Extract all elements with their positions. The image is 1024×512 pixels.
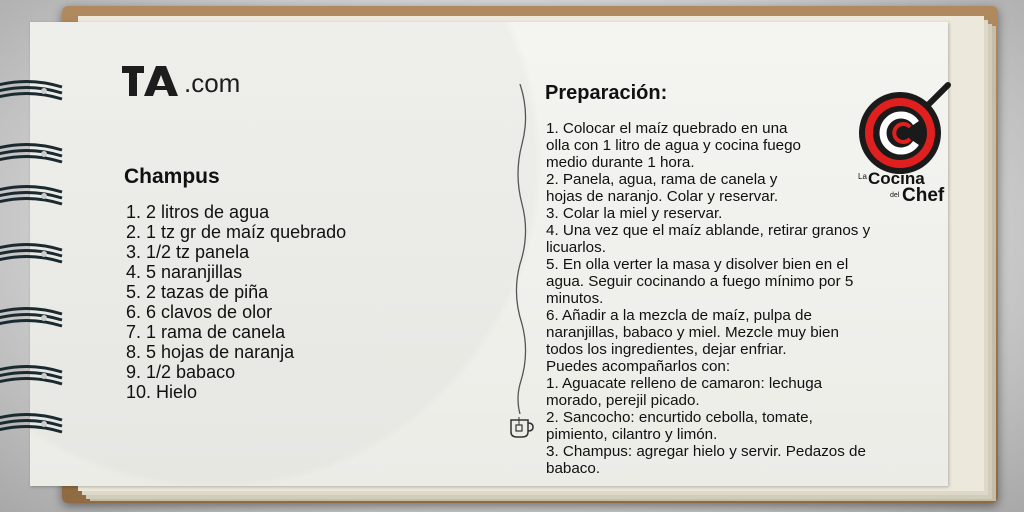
step-line: todos los ingredientes, dejar enfriar. [546, 341, 787, 358]
brand-logo [122, 66, 240, 96]
spiral-ring-icon [0, 182, 66, 210]
step-line: morado, perejil picado. [546, 392, 700, 409]
step-line: 3. Champus: agregar hielo y servir. Pedazos de [546, 443, 866, 460]
ingredient-item: 2. 1 tz gr de maíz quebrado [126, 222, 347, 242]
step-line: agua. Seguir cocinando a fuego mínimo por 5 [546, 273, 854, 290]
ingredient-item: 3. 1/2 tz panela [126, 242, 250, 262]
step-line: pimiento, cilantro y limón. [546, 426, 718, 443]
step-line: olla con 1 litro de agua y cocina fuego [546, 137, 801, 154]
spiral-ring-icon [0, 410, 66, 438]
step-line: 3. Colar la miel y reservar. [546, 205, 723, 222]
recipe-title: Champus [124, 165, 220, 188]
step-line: 1. Colocar el maíz quebrado en una [546, 120, 788, 137]
step-line: 6. Añadir a la mezcla de maíz, pulpa de [546, 307, 812, 324]
ingredient-item: 6. 6 clavos de olor [126, 302, 273, 322]
recipe-card [30, 22, 948, 486]
step-line: 2. Sancocho: encurtido cebolla, tomate, [546, 409, 813, 426]
step-line: medio durante 1 hora. [546, 154, 695, 171]
step-line: naranjillas, babaco y miel. Mezcle muy bien [546, 324, 839, 341]
ingredient-item: 4. 5 naranjillas [126, 262, 243, 282]
step-line: minutos. [546, 290, 604, 307]
preparation-title: Preparación: [545, 82, 668, 104]
brand-logo-domain: .com [184, 68, 241, 98]
chef-logo-del: del [890, 192, 900, 199]
step-line: 5. En olla verter la masa y disolver bien en el [546, 256, 849, 273]
spiral-ring-icon [0, 240, 66, 268]
spiral-ring-icon [0, 362, 66, 390]
ingredient-item: 1. 2 litros de agua [126, 202, 270, 222]
brand-logo-mark [122, 66, 182, 96]
step-line: hojas de naranjo. Colar y reservar. [546, 188, 779, 205]
ingredient-list [126, 202, 346, 402]
step-line: 4. Una vez que el maíz ablande, retirar granos y [546, 222, 871, 239]
spiral-binding [30, 22, 70, 486]
chef-logo-la: La [858, 172, 867, 181]
tea-cup-icon [508, 414, 534, 440]
spiral-ring-icon [0, 140, 66, 168]
step-line: 1. Aguacate relleno de camaron: lechuga [546, 375, 823, 392]
ingredient-item: 10. Hielo [126, 382, 198, 402]
step-line: Puedes acompañarlos con: [546, 358, 731, 375]
steam-thread-divider [508, 84, 532, 414]
step-line: licuarlos. [546, 239, 606, 256]
chef-logo-cocina: Cocina [868, 169, 925, 188]
ingredient-item: 5. 2 tazas de piña [126, 282, 269, 302]
ingredient-item: 8. 5 hojas de naranja [126, 342, 295, 362]
chef-logo-chef: Chef [902, 185, 945, 206]
step-line: 2. Panela, agua, rama de canela y [546, 171, 778, 188]
spiral-ring-icon [0, 77, 66, 105]
spiral-ring-icon [0, 304, 66, 332]
ingredient-item: 9. 1/2 babaco [126, 362, 236, 382]
step-line: babaco. [546, 460, 601, 477]
ingredient-item: 7. 1 rama de canela [126, 322, 286, 342]
